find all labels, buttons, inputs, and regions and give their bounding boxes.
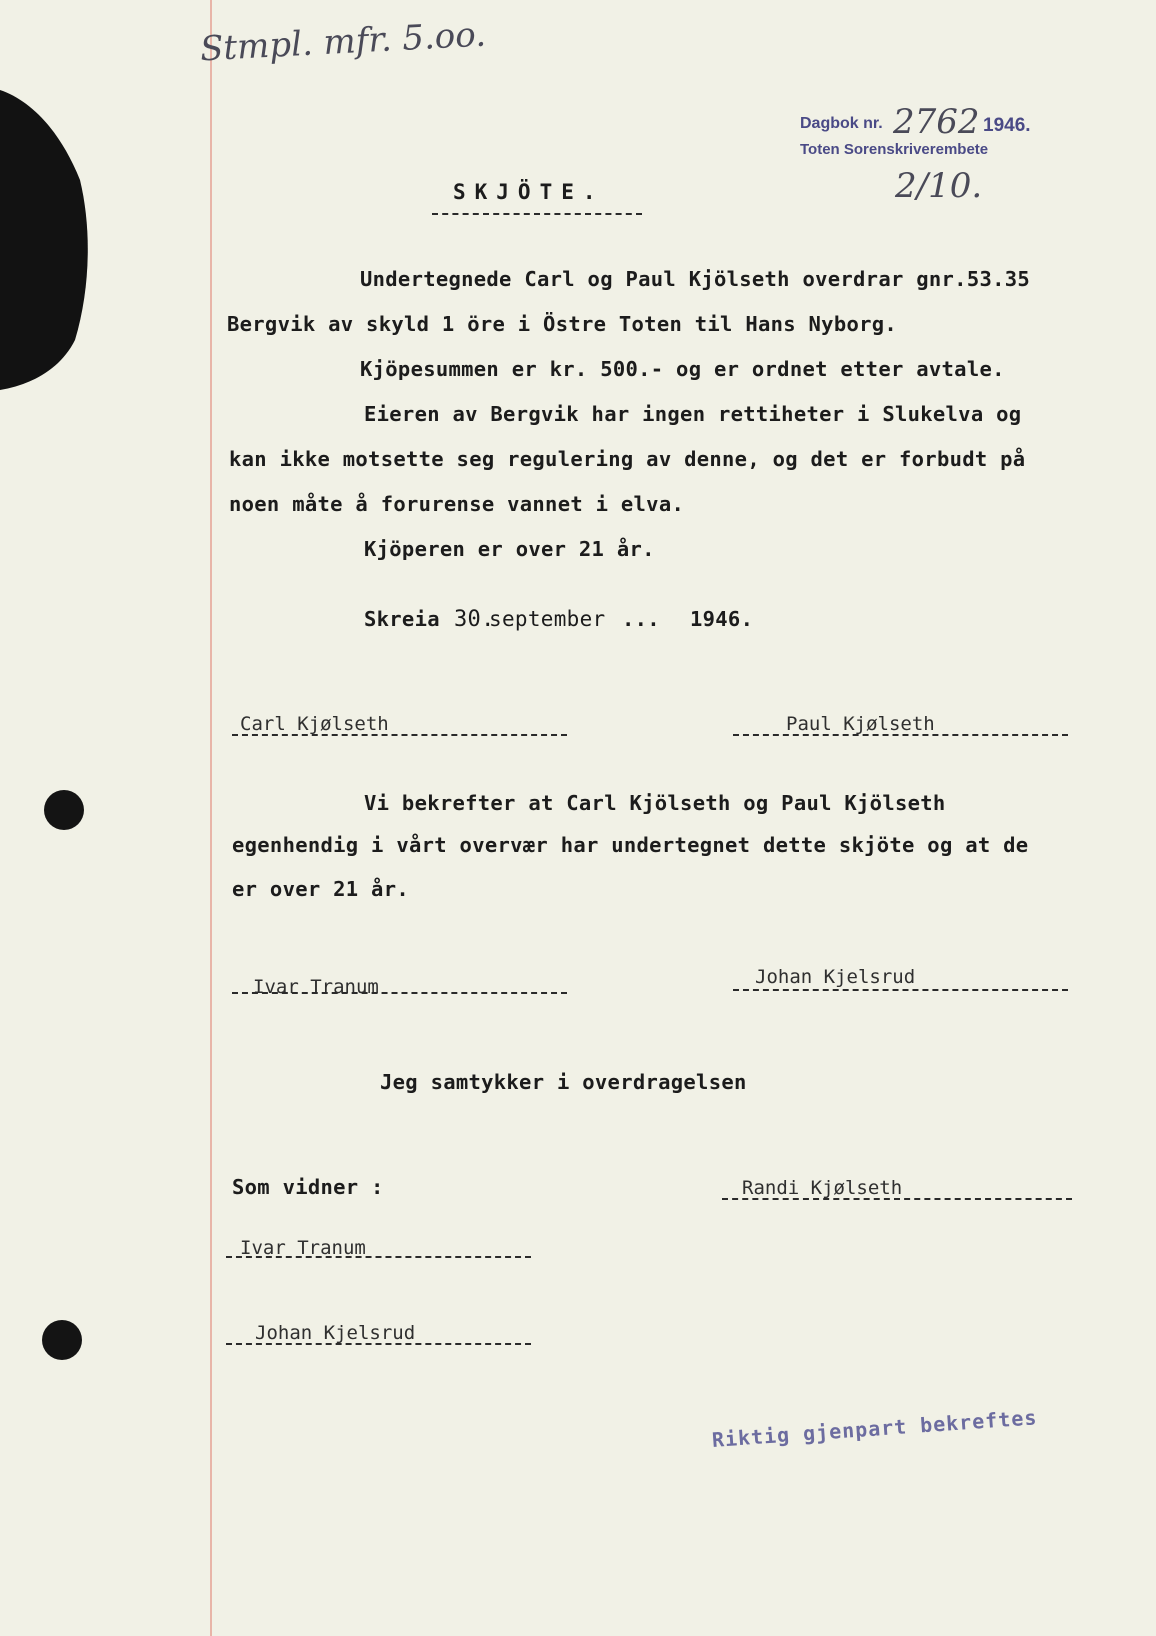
witness2-first-name: Ivar Tranum bbox=[240, 1237, 366, 1259]
witness1-left-name: Ivar Tranum bbox=[253, 976, 379, 998]
paragraph1-line1: Undertegnede Carl og Paul Kjölseth overdrar gnr.53.35 bbox=[360, 267, 1031, 291]
dagbok-number: 2762 bbox=[893, 102, 980, 142]
punch-hole-2 bbox=[42, 1320, 82, 1360]
dagbok-year: 1946. bbox=[983, 115, 1031, 136]
consent-signature-name: Randi Kjølseth bbox=[742, 1177, 903, 1199]
som-vidner-label: Som vidner : bbox=[232, 1175, 384, 1199]
witness2-second-line bbox=[226, 1343, 531, 1345]
margin-note: Stmpl. mfr. 5.oo. bbox=[199, 14, 487, 70]
date-month: september bbox=[489, 607, 606, 631]
paragraph3-line3: noen måte å forurense vannet i elva. bbox=[229, 492, 685, 516]
seller-right-line bbox=[733, 734, 1068, 736]
dagbok-label: Dagbok nr. bbox=[800, 115, 883, 132]
witness1-left-line bbox=[232, 992, 567, 994]
paragraph3-line2: kan ikke motsette seg regulering av denne, og det er forbudt på bbox=[229, 447, 1026, 471]
seller-left-line bbox=[232, 734, 567, 736]
place: Skreia bbox=[364, 607, 440, 631]
witness2-second-name: Johan Kjelsrud bbox=[255, 1322, 416, 1344]
seller-right-name: Paul Kjølseth bbox=[786, 713, 935, 735]
certification-stamp: Riktig gjenpart bekreftes bbox=[711, 1405, 1039, 1452]
red-margin-line bbox=[210, 0, 212, 1636]
consent-signature-line bbox=[722, 1198, 1072, 1200]
title-underline bbox=[432, 213, 642, 215]
punch-hole-1 bbox=[44, 790, 84, 830]
witness-statement-line3: er over 21 år. bbox=[232, 877, 409, 901]
witness-statement-line2: egenhendig i vårt overvær har undertegnet dette skjöte og at de bbox=[232, 833, 1029, 857]
witness-statement-line1: Vi bekrefter at Carl Kjölseth og Paul Kjölseth bbox=[364, 791, 946, 815]
stamp-date: 2/10. bbox=[895, 166, 983, 206]
seller-left-name: Carl Kjølseth bbox=[240, 713, 389, 735]
witness2-first-line bbox=[226, 1256, 531, 1258]
paragraph4: Kjöperen er over 21 år. bbox=[364, 537, 655, 561]
paragraph1-line2: Bergvik av skyld 1 öre i Östre Toten til Hans Nyborg. bbox=[227, 312, 898, 336]
date-day: 30. bbox=[454, 607, 495, 632]
office-name: Toten Sorenskriverembete bbox=[800, 141, 989, 158]
witness1-right-name: Johan Kjelsrud bbox=[755, 966, 916, 988]
edge-shadow bbox=[0, 60, 92, 390]
paragraph2: Kjöpesummen er kr. 500.- og er ordnet etter avtale. bbox=[360, 357, 1005, 381]
consent-text: Jeg samtykker i overdragelsen bbox=[380, 1070, 747, 1094]
document-title: SKJÖTE. bbox=[453, 180, 605, 204]
witness1-right-line bbox=[733, 989, 1068, 991]
date-dots: ... bbox=[622, 607, 660, 631]
paragraph3-line1: Eieren av Bergvik har ingen rettiheter i Slukelva og bbox=[364, 402, 1022, 426]
date-year: 1946. bbox=[690, 607, 754, 631]
